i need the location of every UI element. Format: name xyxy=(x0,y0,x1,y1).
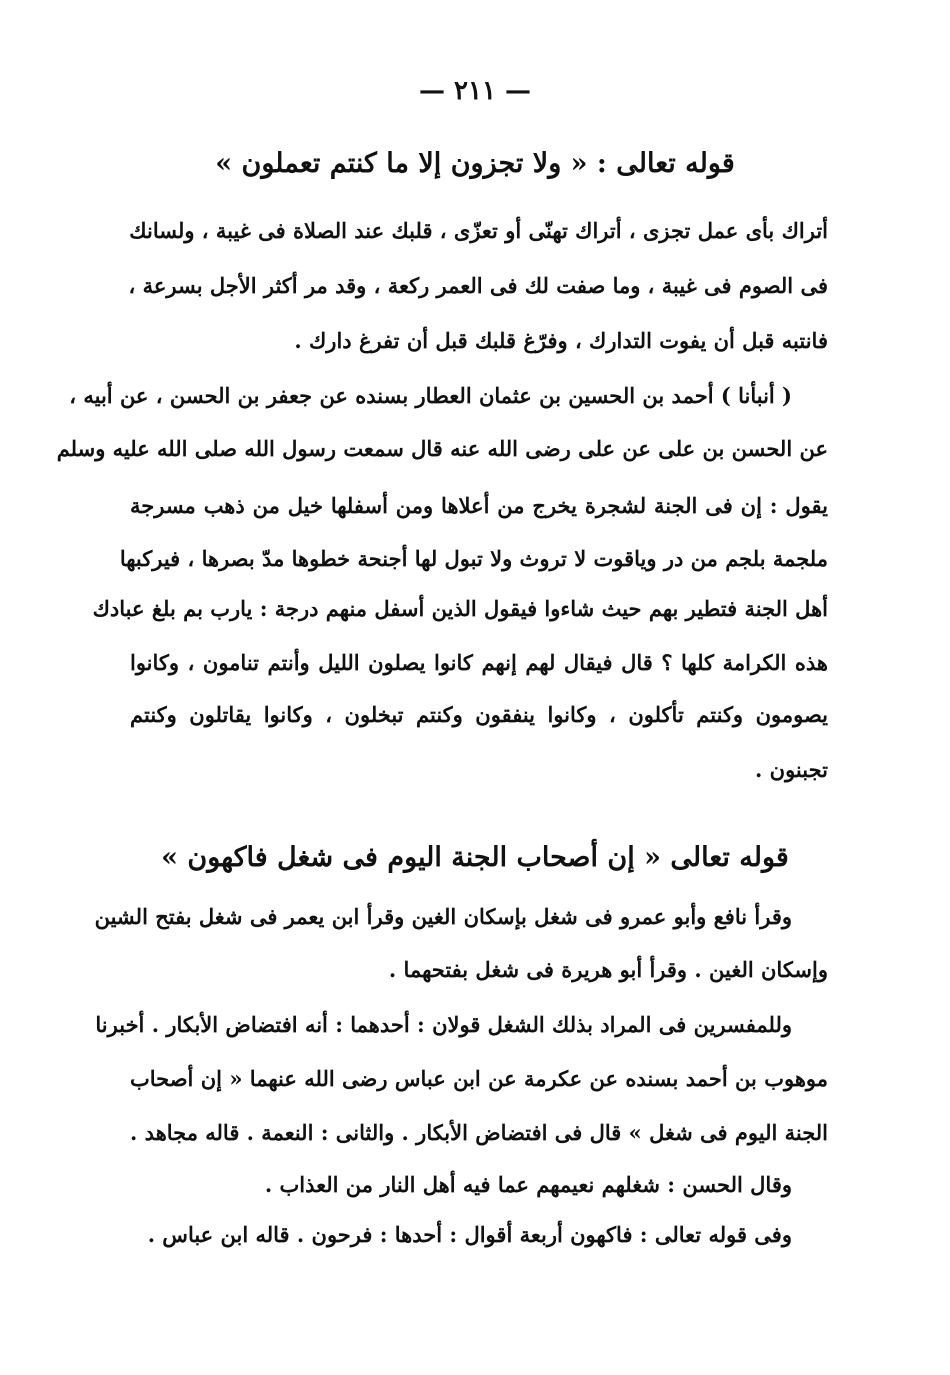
section-heading-2: قوله تعالى « إن أصحاب الجنة اليوم فى شغل فاكهون » xyxy=(161,842,789,873)
text-line: أهل الجنة فتطير بهم حيث شاءوا فيقول الذين أسفل منهم درجة : يارب بم بلغ عبادك xyxy=(92,596,828,621)
text-line: وللمفسرين فى المراد بذلك الشغل قولان : أحدهما : أنه افتضاض الأبكار . أخبرنا xyxy=(95,1012,792,1037)
section-heading-1: قوله تعالى : « ولا تجزون إلا ما كنتم تعملون » xyxy=(215,148,735,179)
text-line: فى الصوم فى غيبة ، وما صفت لك فى العمر ركعة ، وقد مر أكثر الأجل بسرعة ، xyxy=(128,273,828,298)
text-line: ( أنبأنا ) أحمد بن الحسين بن عثمان العطار بسنده عن جعفر بن الحسن ، عن أبيه ، xyxy=(69,383,792,408)
text-line: أتراك بأى عمل تجزى ، أتراك تهنّى أو تعزّى ، قلبك عند الصلاة فى غيبة ، ولسانك xyxy=(129,218,828,243)
text-line: وإسكان الغين . وقرأ أبو هريرة فى شغل بفتحهما . xyxy=(388,957,828,982)
text-line: موهوب بن أحمد بسنده عن عكرمة عن ابن عباس رضى الله عنهما « إن أصحاب xyxy=(130,1066,828,1091)
text-line: يصومون وكنتم تأكلون ، وكانوا ينفقون وكنتم تبخلون ، وكانوا يقاتلون وكنتم xyxy=(130,702,828,727)
text-line: تجبنون . xyxy=(755,757,828,782)
text-line: وقال الحسن : شغلهم نعيمهم عما فيه أهل النار من العذاب . xyxy=(264,1172,792,1197)
text-line: فانتبه قبل أن يفوت التدارك ، وفرّغ قلبك قبل أن تفرغ دارك . xyxy=(294,328,828,353)
text-line: هذه الكرامة كلها ؟ قال فيقال لهم إنهم كانوا يصلون الليل وأنتم تنامون ، وكانوا xyxy=(130,650,828,675)
text-line: وفى قوله تعالى : فاكهون أربعة أقوال : أحدها : فرحون . قاله ابن عباس . xyxy=(147,1222,792,1247)
text-line: الجنة اليوم فى شغل » قال فى افتضاض الأبكار . والثانى : النعمة . قاله مجاهد . xyxy=(130,1120,828,1145)
text-line: وقرأ نافع وأبو عمرو فى شغل بإسكان الغين وقرأ ابن يعمر فى شغل بفتح الشين xyxy=(94,904,792,929)
text-line: يقول : إن فى الجنة لشجرة يخرج من أعلاها ومن أسفلها خيل من ذهب مسرجة xyxy=(130,493,828,518)
page-number: — ٢١١ — xyxy=(418,76,532,106)
text-line: عن الحسن بن على عن على رضى الله عنه قال سمعت رسول الله صلى الله عليه وسلم xyxy=(56,436,828,461)
text-line: ملجمة بلجم من در وياقوت لا تروث ولا تبول لها أجنحة خطوها مدّ بصرها ، فيركبها xyxy=(119,546,828,571)
